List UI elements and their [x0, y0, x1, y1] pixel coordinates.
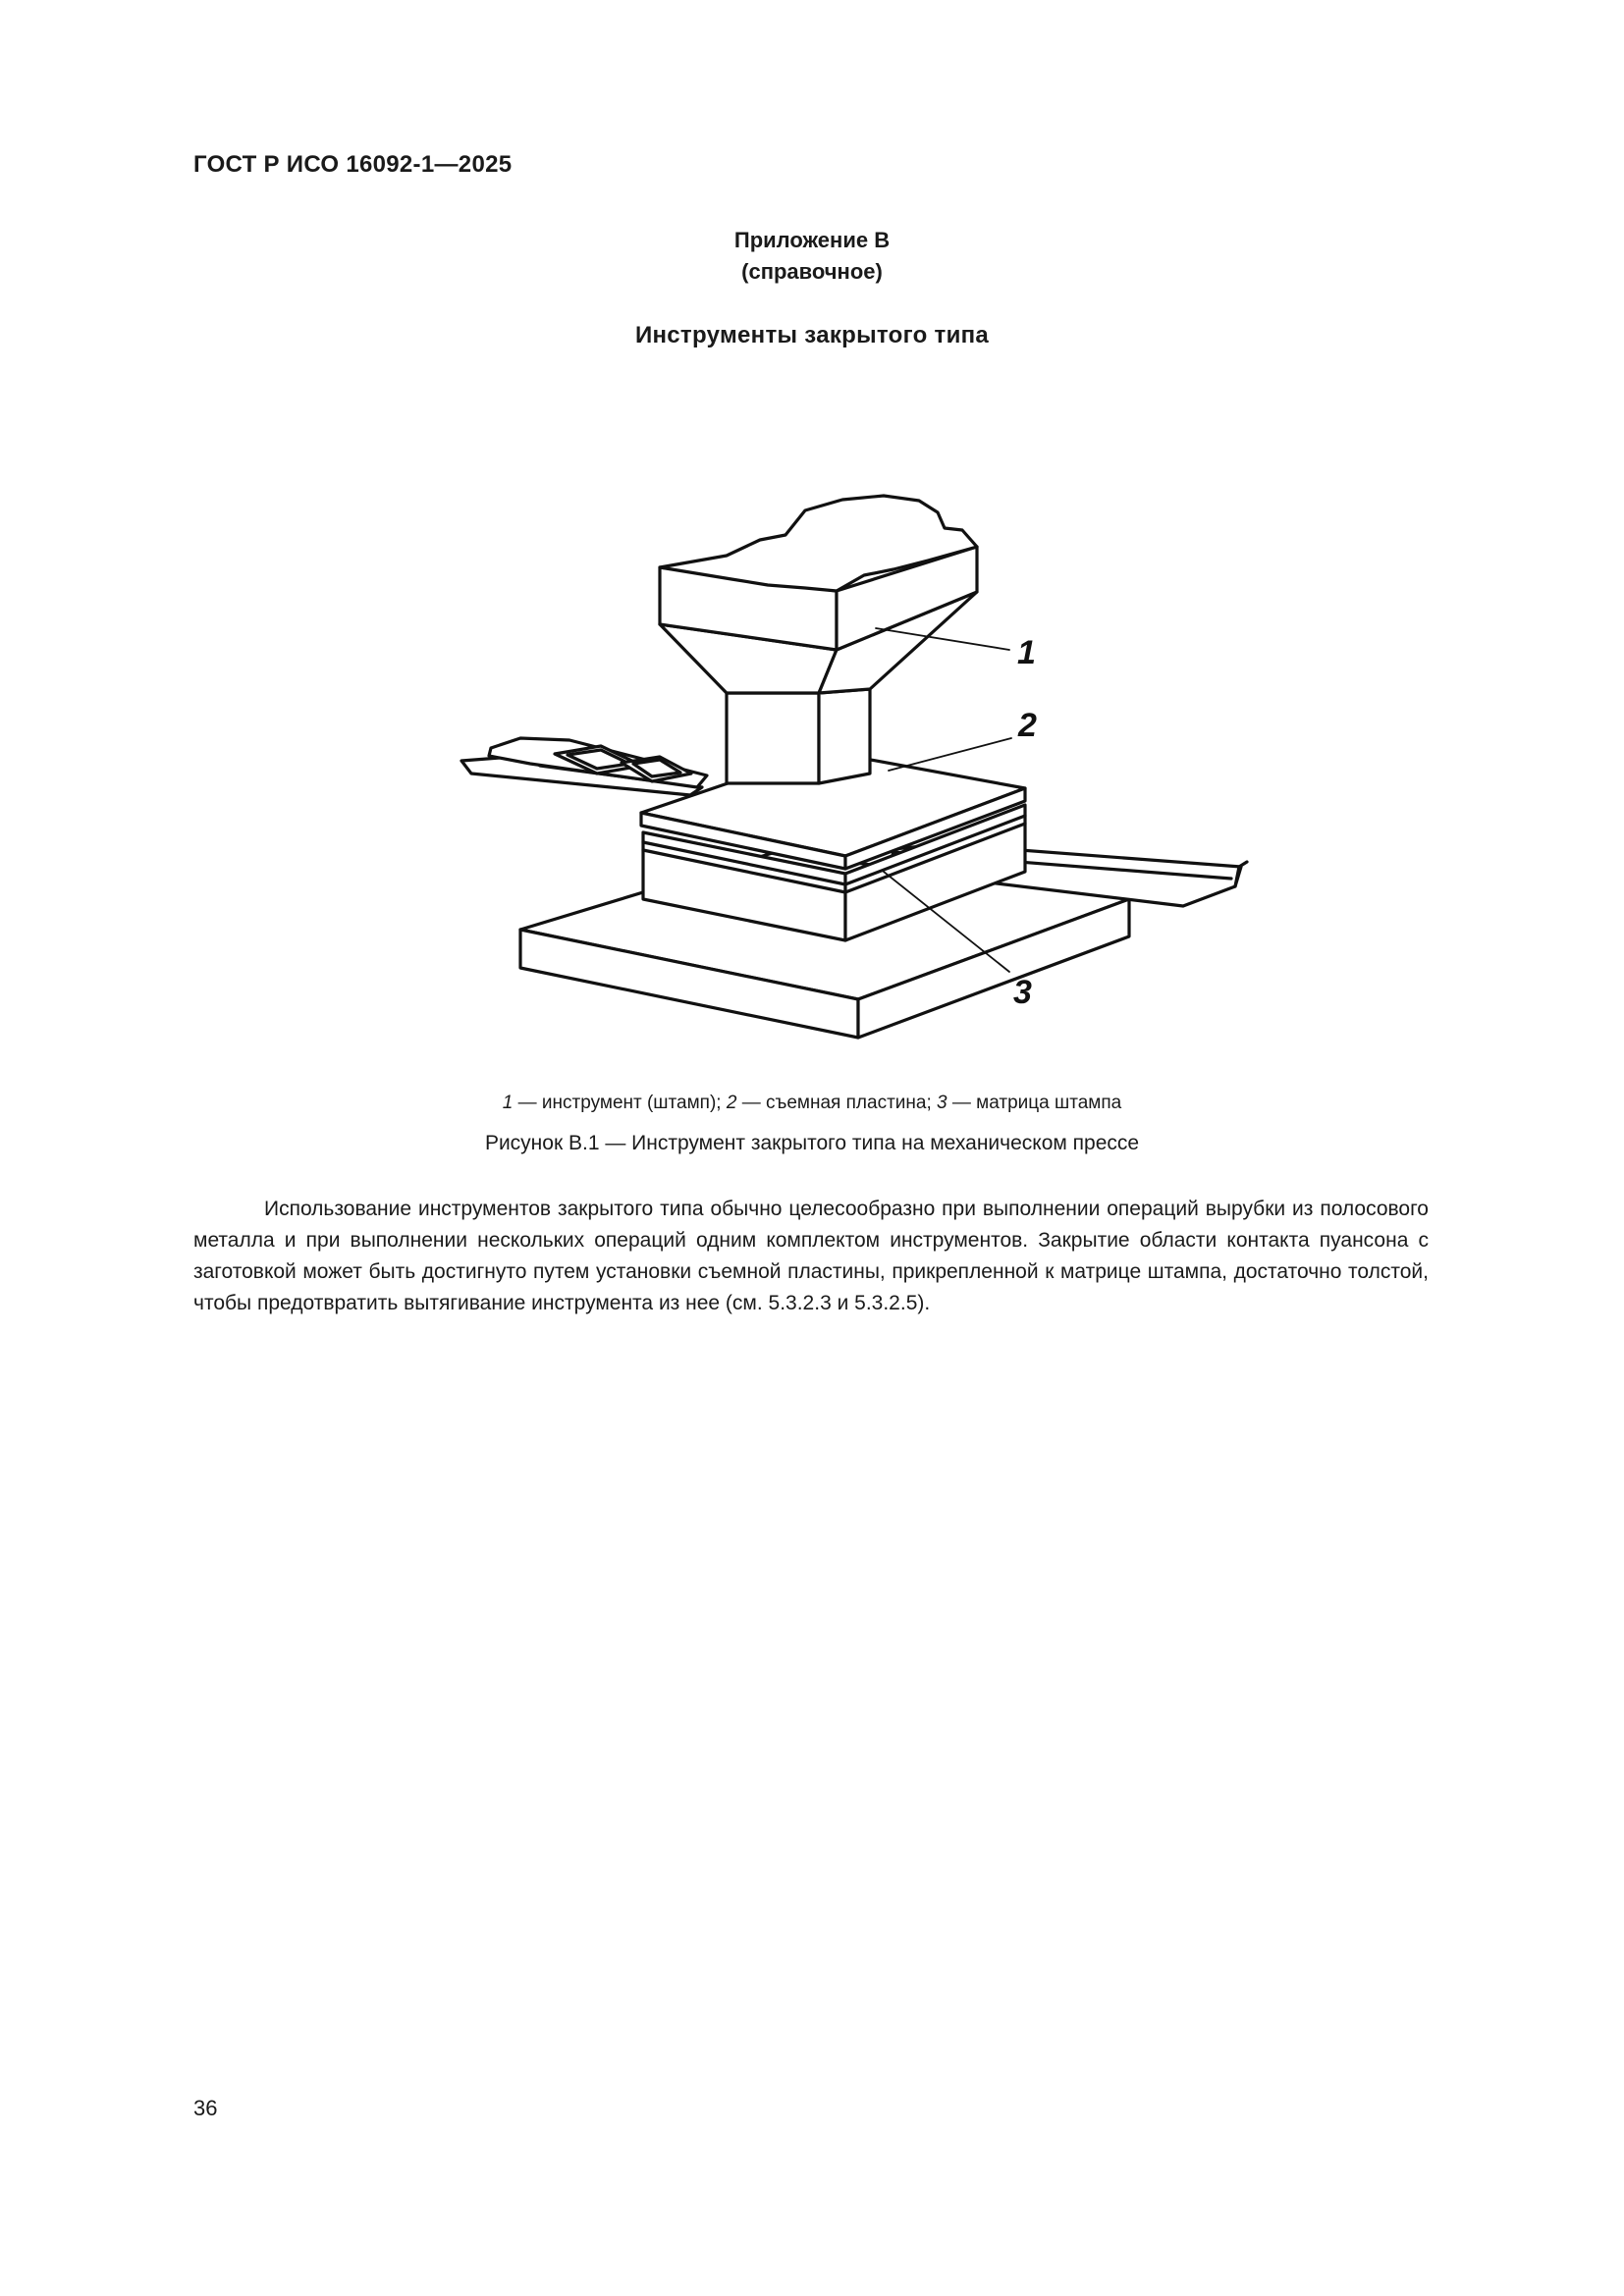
page-number: 36: [193, 2096, 218, 2120]
body-text: [193, 1194, 1429, 1319]
callout-2: 2: [1018, 707, 1037, 744]
callout-3: 3: [1013, 974, 1032, 1011]
legend-number-2: 2: [726, 1093, 737, 1113]
legend-text-3: — матрица штампа: [947, 1093, 1122, 1113]
legend-text-2: — съемная пластина;: [736, 1093, 938, 1113]
strip-left: [461, 738, 707, 795]
body-paragraph: Использование инструментов закрытого типа обычно целесообразно при выполнении операций вырубки из полосового металла и при выполнении нескольких операций одним комплектом инструментов. Закрытие области контакта пуансона с заготовкой может быть достигнуто путем установки съемной пластины, прикрепленной к матрице штампа, достаточно толстой, чтобы предотвратить вытягивание инструмента из нее (см. 5.3.2.3 и 5.3.2.5).: [193, 1198, 1429, 1314]
appendix-subtitle: (справочное): [741, 259, 883, 284]
legend-number-1: 1: [502, 1093, 514, 1113]
legend-number-3: 3: [937, 1093, 947, 1113]
document-code-header: ГОСТ Р ИСО 16092-1—2025: [193, 151, 513, 178]
figure-legend: [0, 1093, 1624, 1114]
appendix-title: Приложение В: [733, 228, 891, 252]
callout-1: 1: [1017, 634, 1036, 671]
legend-text-1: — инструмент (штамп);: [513, 1093, 727, 1113]
section-title: Инструменты закрытого типа: [634, 322, 990, 348]
figure-caption: Рисунок В.1 — Инструмент закрытого типа на механическом прессе: [484, 1132, 1140, 1154]
figure-closed-tool-diagram: [432, 402, 1257, 1070]
closed-tool-drawing: [432, 402, 1257, 1070]
punch-shank: [727, 689, 870, 783]
